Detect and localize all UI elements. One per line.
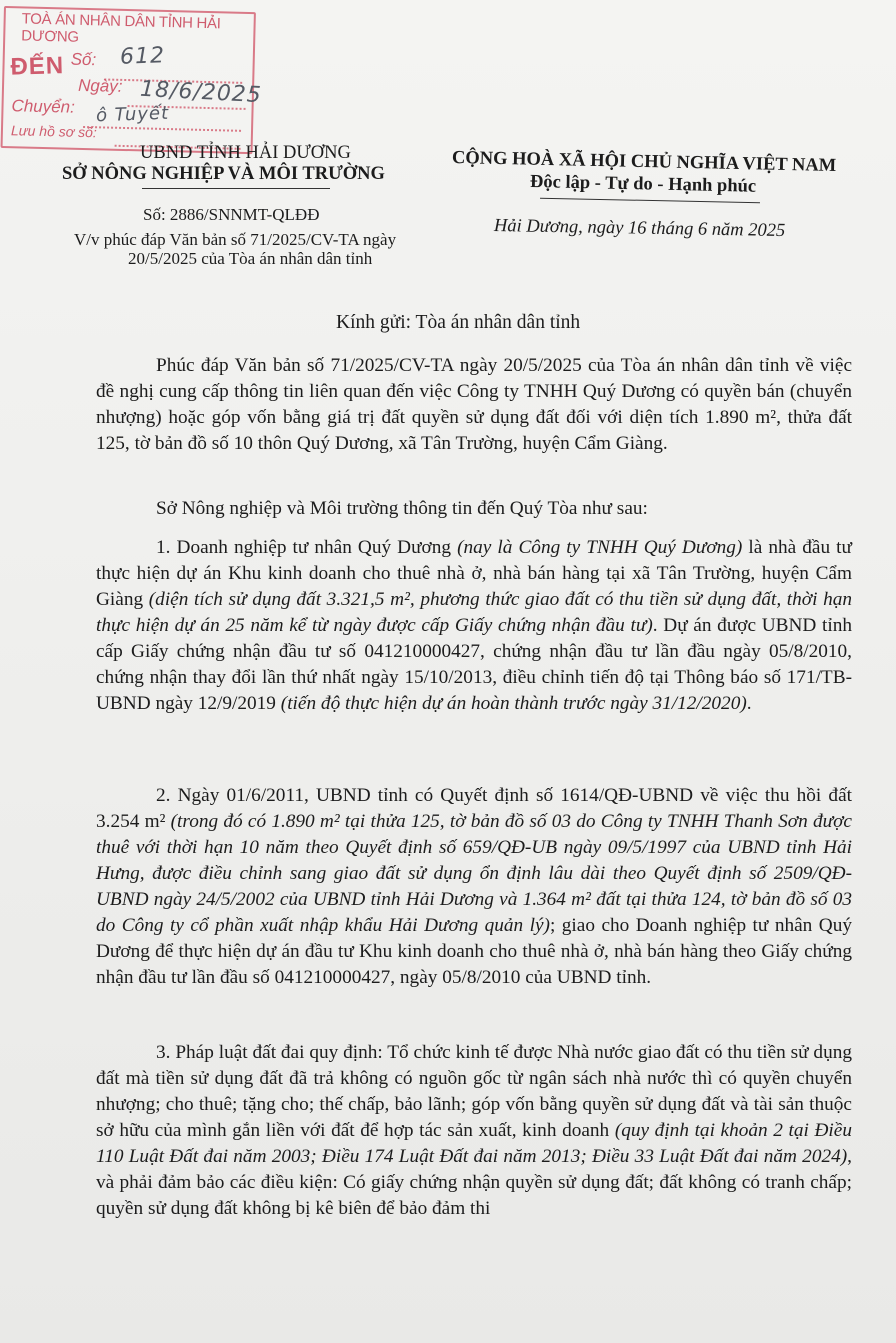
subject-line-1: V/v phúc đáp Văn bản số 71/2025/CV-TA ngày	[74, 230, 397, 249]
item-1-part-e: . Dự án được UBND tỉnh cấp Giấy chứng nhận đầu tư số 041210000427, chứng nhận đầu tư lần đầu ngày 05/8/2010, chứng nhận thay đổi lần thứ nhất ngày 15/10/2013, điều chỉnh tiến độ tại Thông báo số 171/TB-UBND ngày 12/9/2019	[96, 615, 852, 714]
stamp-den: ĐẾN	[10, 52, 65, 81]
item-3-text	[96, 1040, 852, 1222]
item-3-part-b: (quy định tại khoản 2 tại Điều 110 Luật Đất đai năm 2003; Điều 174 Luật Đất đai năm 2013; Điều 33 Luật Đất đai năm 2024)	[96, 1120, 852, 1167]
subject-line-2: 20/5/2025 của Tòa án nhân dân tỉnh	[128, 249, 373, 268]
stamp-ngay-label: Ngày:	[77, 75, 123, 96]
item-3-part-a: 3. Pháp luật đất đai quy định: Tổ chức kinh tế được Nhà nước giao đất có thu tiền sử dụng đất mà tiền sử dụng đất đã trả không có nguồn gốc từ ngân sách nhà nước thì có quyền chuyển nhượng; cho thuê; tặng cho; thế chấp, bảo lãnh; góp vốn bằng quyền sử dụng đất và tài sản thuộc sở hữu của mình gắn liền với đất để hợp tác sản xuất, kinh doanh	[96, 1042, 852, 1141]
paragraph-item-1	[96, 535, 852, 717]
issuer-name: SỞ NÔNG NGHIỆP VÀ MÔI TRƯỜNG	[62, 164, 385, 184]
paragraph-reply	[96, 353, 852, 457]
paragraph-reply-text: Phúc đáp Văn bản số 71/2025/CV-TA ngày 20/5/2025 của Tòa án nhân dân tỉnh về việc đề nghị cung cấp thông tin liên quan đến việc Công ty TNHH Quý Dương có quyền bán (chuyển nhượng) hoặc góp vốn bằng giá trị đất quyền sử dụng đất đối với diện tích 1.890 m², thửa đất 125, tờ bản đồ số 10 thôn Quý Dương, xã Tân Trường, huyện Cẩm Giàng.	[96, 355, 852, 454]
paragraph-item-3	[96, 1040, 852, 1222]
national-motto: Độc lập - Tự do - Hạnh phúc	[529, 172, 757, 197]
paragraph-intro-text: Sở Nông nghiệp và Môi trường thông tin đến Quý Tòa như sau:	[156, 498, 648, 519]
paragraph-item-2	[96, 783, 852, 991]
document-number: Số: 2886/SNNMT-QLĐĐ	[143, 205, 320, 224]
item-2-text	[96, 783, 852, 991]
item-1-part-g: .	[746, 693, 752, 714]
stamp-luu-label: Lưu hồ sơ số:	[10, 122, 97, 141]
item-1-part-d: (diện tích sử dụng đất 3.321,5 m², phương thức giao đất có thu tiền sử dụng đất, thời hạn thực hiện dự án 25 năm kể từ ngày được cấp Giấy chứng nhận đầu tư)	[96, 589, 852, 636]
item-2-part-c: ; giao cho Doanh nghiệp tư nhân Quý Dương để thực hiện dự án đầu tư Khu kinh doanh cho thuê nhà ở, nhà bán hàng theo Giấy chứng nhận đầu tư lần đầu số 041210000427, ngày 05/8/2010 của UBND tỉnh.	[96, 915, 852, 988]
stamp-chuyen-label: Chuyển:	[11, 96, 76, 117]
place-date: Hải Dương, ngày 16 tháng 6 năm 2025	[493, 216, 786, 242]
item-3-part-c: , và phải đảm bảo các điều kiện: Có giấy chứng nhận quyền sử dụng đất; đất không có tranh chấp; quyền sử dụng đất không bị kê biên để bảo đảm thi	[96, 1146, 852, 1219]
issuer-parent: UBND TỈNH HẢI DƯƠNG	[140, 143, 351, 163]
item-2-part-a: 2. Ngày 01/6/2011, UBND tỉnh có Quyết định số 1614/QĐ-UBND về việc thu hồi đất 3.254 m²	[96, 785, 852, 832]
item-1-part-c: là nhà đầu tư thực hiện dự án Khu kinh doanh cho thuê nhà ở, nhà bán hàng tại xã Tân Trường, huyện Cẩm Giàng	[96, 537, 852, 610]
national-title: CỘNG HOÀ XÃ HỘI CHỦ NGHĨA VIỆT NAM	[451, 148, 837, 177]
issuer-underline	[142, 188, 330, 189]
paragraph-intro	[96, 496, 852, 522]
stamp-handwritten-number: 612	[119, 43, 166, 70]
motto-underline	[540, 198, 760, 204]
item-1-part-b: (nay là Công ty TNHH Quý Dương)	[457, 537, 743, 558]
stamp-so-label: Số:	[70, 49, 97, 70]
stamp-handwritten-recipient: ô Tuyết	[95, 102, 170, 127]
stamp-handwritten-date: 18/6/2025	[139, 76, 263, 109]
recipient-line: Kính gửi: Tòa án nhân dân tỉnh	[336, 312, 581, 333]
stamp-org: TOÀ ÁN NHÂN DÂN TỈNH HẢI DƯƠNG	[21, 10, 221, 46]
item-1-text	[96, 535, 852, 717]
item-1-part-f: (tiến độ thực hiện dự án hoàn thành trước ngày 31/12/2020)	[280, 693, 747, 714]
item-2-part-b: (trong đó có 1.890 m² tại thửa 125, tờ bản đồ số 03 do Công ty TNHH Thanh Sơn được thuê với thời hạn 10 năm theo Quyết định số 659/QĐ-UB ngày 09/5/1997 của UBND tỉnh Hải Hưng, được điều chỉnh sang giao đất sử dụng ổn định lâu dài theo Quyết định số 2509/QĐ-UBND ngày 24/5/2002 của UBND tỉnh Hải Dương và 1.364 m² đất tại thửa 124, tờ bản đồ số 03 do Công ty cổ phần xuất nhập khẩu Hải Dương quản lý)	[96, 811, 852, 936]
item-1-part-a: 1. Doanh nghiệp tư nhân Quý Dương	[156, 537, 458, 558]
